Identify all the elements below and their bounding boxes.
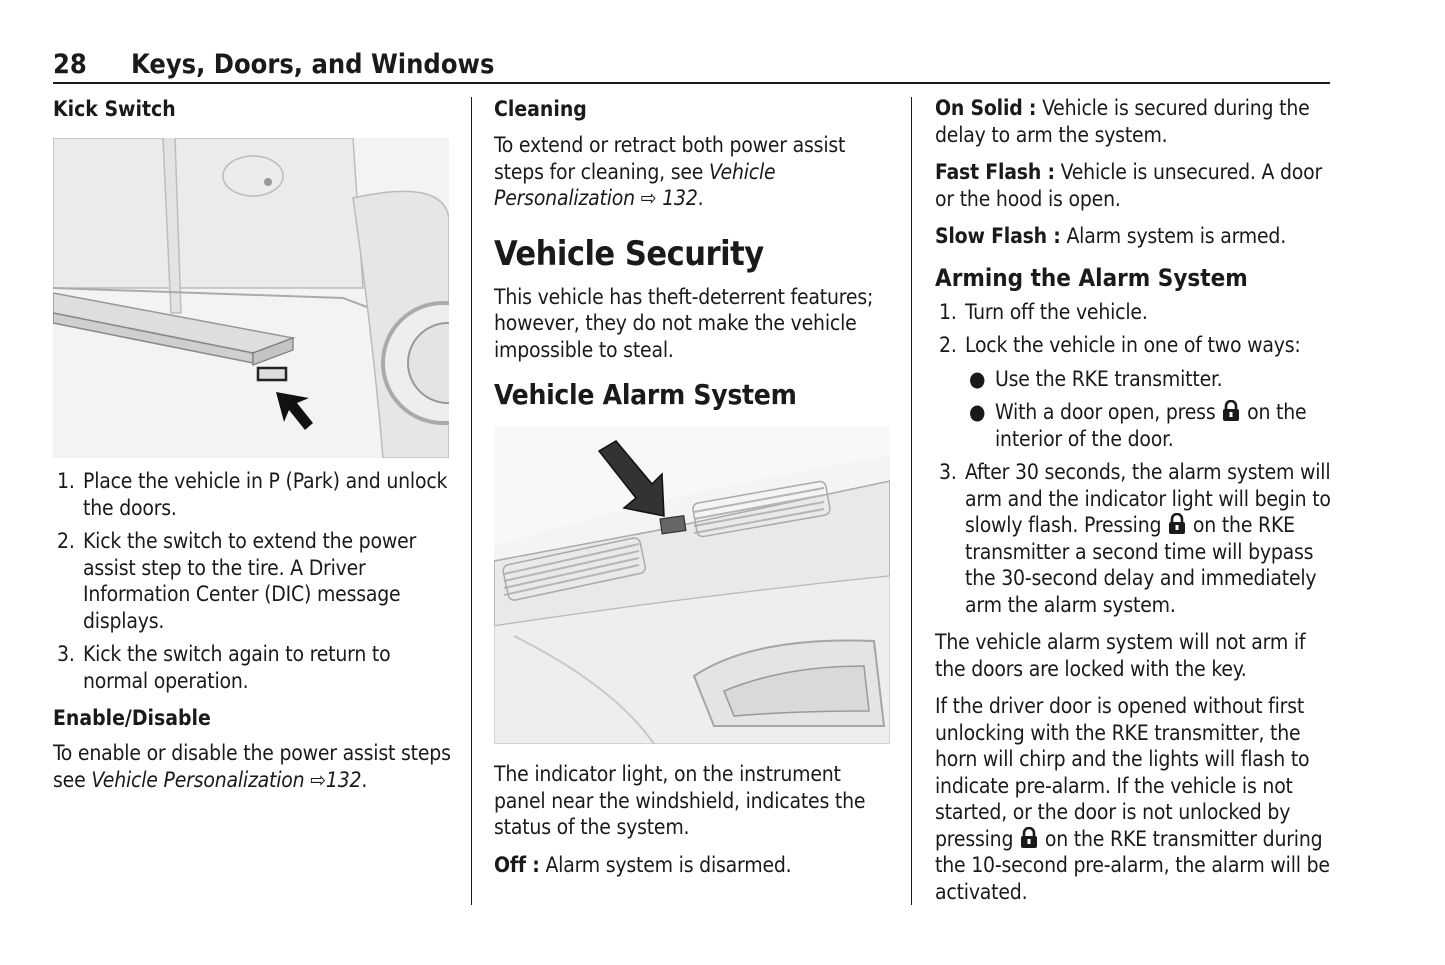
- column-divider: [911, 97, 912, 905]
- cross-reference-page[interactable]: 132: [662, 186, 698, 210]
- list-item: 3. After 30 seconds, the alarm system will arm and the indicator light will begin to slowly flash. Pressing on the RKE transmitter a second time will bypass the 30-second delay and immediately arm the alarm system.: [939, 460, 1331, 617]
- list-item: 2. Lock the vehicle in one of two ways: ● Use the RKE transmitter. ● With a door open, press on the interior of the door.: [935, 332, 1335, 452]
- arming-steps: [935, 299, 1335, 619]
- cross-reference-arrow-icon: ⇨: [310, 767, 326, 792]
- cleaning-text: To extend or retract both power assist steps for cleaning, see Vehicle Personalization ⇨ 132.: [494, 133, 846, 210]
- list-item: ● With a door open, press on the interior of the door.: [969, 400, 1307, 451]
- enable-disable-text: To enable or disable the power assist steps see Vehicle Personalization ⇨132.: [53, 741, 451, 792]
- key-lock-note: The vehicle alarm system will not arm if the doors are locked with the key.: [935, 630, 1306, 681]
- list-item: ● Use the RKE transmitter.: [969, 366, 1223, 391]
- cross-reference-page[interactable]: 132: [325, 767, 362, 792]
- kick-switch-heading: Kick Switch: [53, 97, 176, 121]
- list-item: 1. Place the vehicle in P (Park) and unlock the doors.: [57, 469, 448, 520]
- page-header: [53, 48, 1330, 84]
- cross-reference-link[interactable]: Vehicle Personalization: [91, 767, 305, 792]
- kick-switch-steps: [53, 468, 451, 694]
- lock-icon: [1019, 827, 1039, 849]
- running-board-drawing: [53, 138, 449, 458]
- column-left: [53, 95, 451, 793]
- list-item: 1. Turn off the vehicle.: [939, 299, 1148, 324]
- column-right: [935, 95, 1335, 905]
- vehicle-security-text: This vehicle has theft-deterrent features; however, they do not make the vehicle impossible to steal.: [494, 284, 874, 362]
- fast-flash-status: Fast Flash : Vehicle is unsecured. A door or the hood is open.: [935, 160, 1323, 211]
- slow-flash-status: Slow Flash : Alarm system is armed.: [935, 224, 1286, 248]
- lock-icon: [1167, 513, 1187, 535]
- dashboard-drawing: [494, 426, 890, 744]
- arming-heading: Arming the Alarm System: [935, 263, 1248, 292]
- indicator-light-text: The indicator light, on the instrument panel near the windshield, indicates the status of the system.: [494, 762, 866, 839]
- cross-reference-arrow-icon: ⇨: [640, 186, 657, 210]
- cleaning-heading: Cleaning: [494, 97, 587, 121]
- vehicle-alarm-heading: Vehicle Alarm System: [494, 378, 797, 411]
- lock-methods: [965, 366, 1335, 453]
- off-status: Off : Alarm system is disarmed.: [494, 852, 792, 877]
- list-item: 2. Kick the switch to extend the power assist step to the tire. A Driver Information Center (DIC) message displays.: [57, 529, 417, 633]
- on-solid-status: On Solid : Vehicle is secured during the delay to arm the system.: [935, 96, 1310, 147]
- cross-reference-link[interactable]: Vehicle Personalization: [494, 159, 776, 210]
- page-number: 28: [53, 49, 87, 80]
- lock-icon: [1221, 400, 1241, 422]
- alarm-indicator-illustration: [494, 426, 890, 744]
- kick-switch-illustration: [53, 138, 449, 458]
- pre-alarm-text: If the driver door is opened without first unlocking with the RKE transmitter, the horn will chirp and the lights will flash to indicate pre-alarm. If the vehicle is not started, or the door is not unlocked by pressing on the RKE transmitter during the 10-second pre-alarm, the alarm will be activated.: [935, 694, 1330, 904]
- column-middle: [494, 95, 892, 878]
- vehicle-security-heading: Vehicle Security: [494, 233, 764, 274]
- section-title: Keys, Doors, and Windows: [131, 49, 495, 80]
- column-divider: [471, 97, 472, 905]
- enable-disable-heading: Enable/Disable: [53, 706, 211, 730]
- list-item: 3. Kick the switch again to return to normal operation.: [57, 642, 391, 693]
